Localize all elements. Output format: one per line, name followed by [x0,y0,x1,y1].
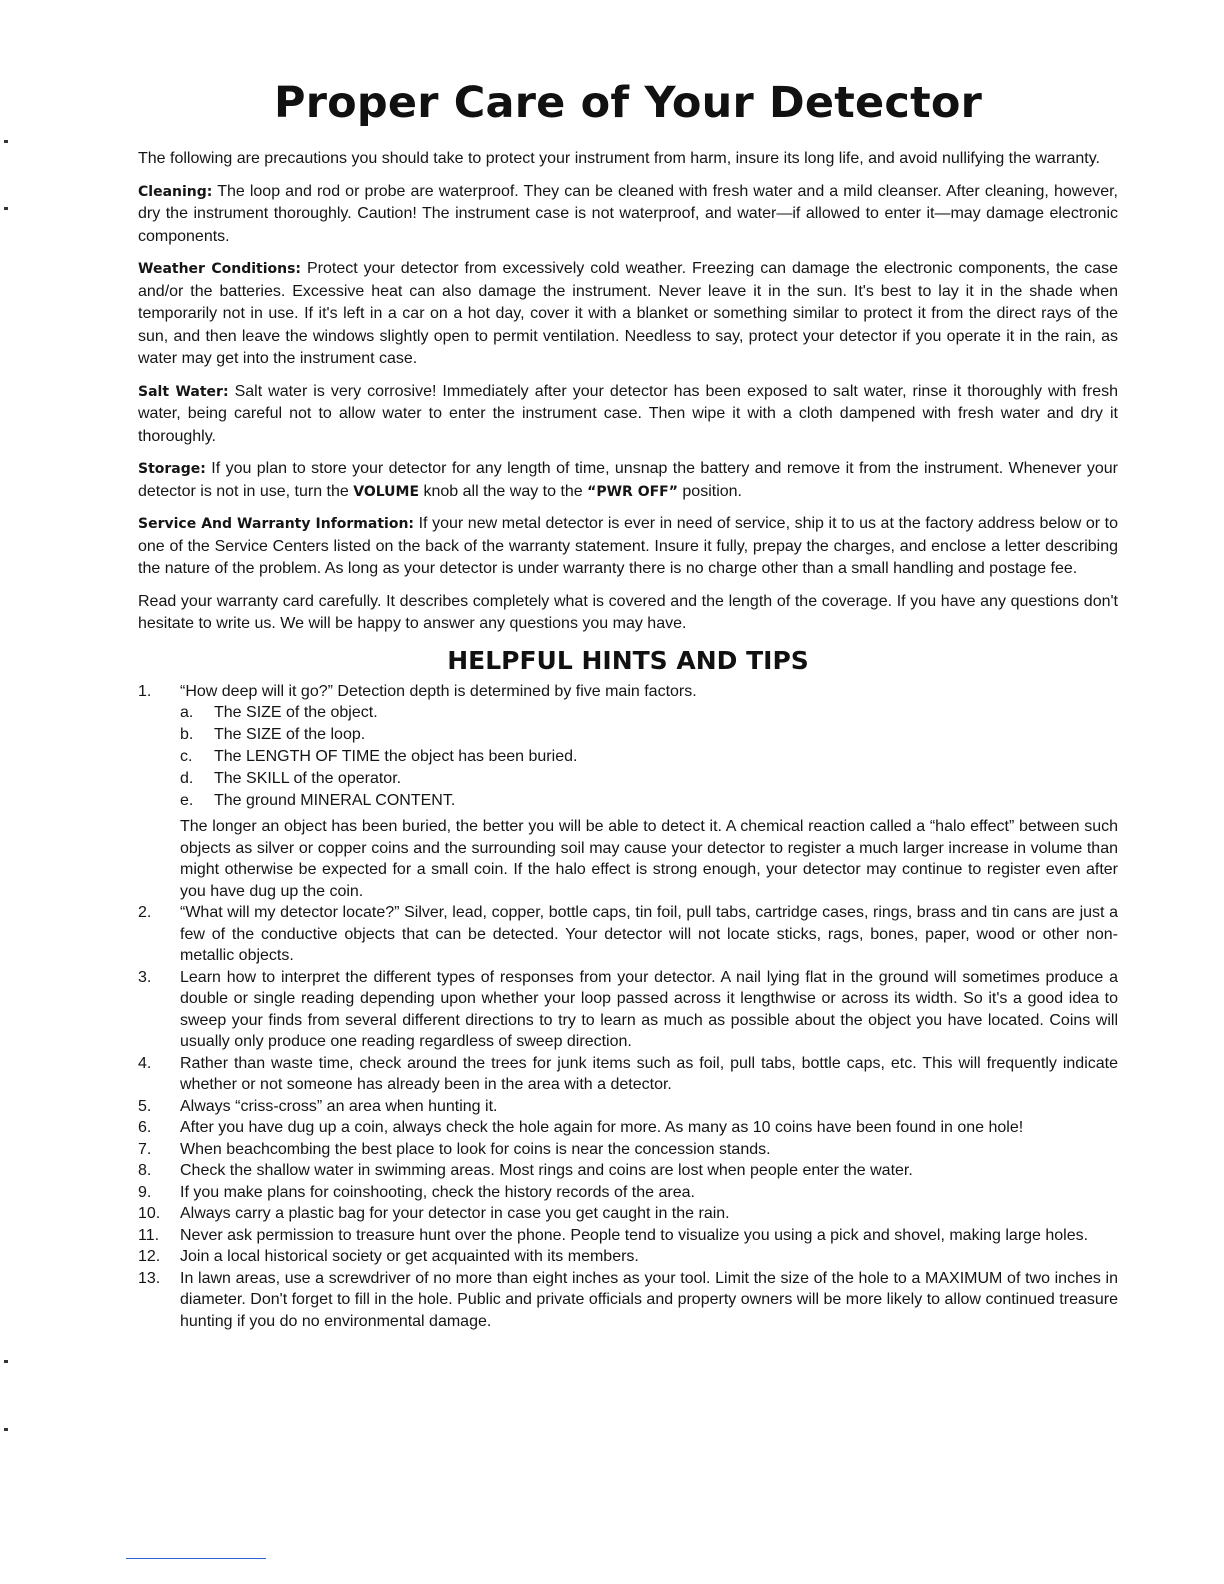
margin-mark [4,140,8,143]
volume-knob-name: VOLUME [353,483,420,500]
hint-number: 13. [138,1269,161,1287]
sub-item: c. The LENGTH OF TIME the object has been buried. [180,748,578,765]
hint-text: Always carry a plastic bag for your detector in case you get caught in the rain. [180,1205,730,1222]
hint-number: 8. [138,1162,152,1179]
document-page [138,78,1118,1332]
hint-number: 12. [138,1248,161,1265]
warranty-note: Read your warranty card carefully. It describes completely what is covered and the length of the coverage. If you have any questions don't hesitate to write us. We will be happy to answer any questions you may have. [138,592,1118,632]
margin-mark [4,207,8,210]
footer-rule [126,1558,266,1559]
hint-number: 2. [138,904,152,921]
hint-item [138,1182,1118,1204]
hint-number: 1. [138,682,152,700]
margin-mark [4,1428,8,1431]
sub-item: e. The ground MINERAL CONTENT. [180,792,456,809]
hint-text: Always “criss-cross” an area when hunting it. [180,1097,498,1115]
hint-text [160,681,1118,903]
hints-title: HELPFUL HINTS AND TIPS [447,645,809,675]
hint-text: Join a local historical society or get acquainted with its members. [180,1248,639,1265]
margin-mark [4,1360,8,1363]
section-text: position. [682,482,742,500]
hint-item [138,1225,1118,1247]
hint-text: Learn how to interpret the different types of responses from your detector. A nail lying flat in the ground will sometimes produce a double or single reading depending upon whether your loop passed across it lengthwise or across its width. So it's a good idea to sweep your finds from several different directions to try to learn as much as possible about the object you have located. Coins will usually only produce one reading regardless of sweep direction. [180,968,1118,1050]
hint-number: 4. [138,1054,152,1072]
hint-item [138,1246,1118,1268]
section-label: Salt Water: [138,383,229,400]
section-label: Service And Warranty Information: [138,516,415,532]
hint-detail: The longer an object has been buried, the better you will be able to detect it. A chemical reaction called a “halo effect” between such objects as silver or copper coins and the surrounding soil may cause your detector to register a much larger increase in volume than might otherwise be expected for a small coin. If the halo effect is strong enough, your detector may continue to register even after you have dug up the coin. [180,818,1118,900]
storage-section [138,458,1118,503]
hint-text: Rather than waste time, check around the trees for junk items such as foil, pull tabs, bottle caps, etc. This will frequently indicate whether or not someone has already been in the area with a detector. [180,1054,1118,1093]
hint-item [138,1139,1118,1161]
hint-item [138,967,1118,1053]
section-text: Salt water is very corrosive! Immediately after your detector has been exposed to salt water, rinse it thoroughly with fresh water, being careful not to allow water to enter the instrument case. Then wipe it with a cloth dampened with fresh water and dry it thoroughly. [138,382,1118,445]
section-label: Cleaning: [138,183,213,200]
hint-number: 10. [138,1205,161,1222]
weather-section [138,258,1118,371]
service-section [138,513,1118,581]
hint-text: If you make plans for coinshooting, check the history records of the area. [180,1183,695,1201]
section-text: If you plan to store your detector for any length of time, unsnap the battery and remove it from the instrument. Whenever your detector is not in use, turn the [138,460,1118,500]
hint-text: In lawn areas, use a screwdriver of no more than eight inches as your tool. Limit the size of the hole to a MAXIMUM of two inches in diameter. Don't forget to fill in the hole. Public and private officials and property owners will be more likely to allow continued treasure hunting if you do no environmental damage. [180,1269,1118,1330]
hint-item [138,1203,1118,1225]
section-label: Storage: [138,461,206,477]
hint-item [138,902,1118,967]
cleaning-section [138,181,1118,249]
hint-item [138,1268,1118,1333]
hint-text: Check the shallow water in swimming areas. Most rings and coins are lost when people enter the water. [180,1162,913,1179]
section-text: Protect your detector from excessively cold weather. Freezing can damage the electronic components, the case and/or the batteries. Excessive heat can also damage the instrument. Never leave it in the sun. It's best to lay it in the shade when temporarily not in use. If it's left in a car on a hot day, cover it with a blanket or something similar to protect it from the direct rays of the sun, and then leave the windows slightly open to permit ventilation. Needless to say, protect your detector if you operate it in the rain, as water may get into the instrument case. [138,260,1118,367]
hint-number: 6. [138,1119,152,1136]
sub-item: d. The SKILL of the operator. [180,770,402,787]
sub-item: b. The SIZE of the loop. [180,726,366,743]
hint-number: 7. [138,1140,152,1158]
hint-item [138,1053,1118,1096]
hint-number: 9. [138,1183,152,1201]
section-text: If your new metal detector is ever in need of service, ship it to us at the factory address below or to one of the Service Centers listed on the back of the warranty statement. Insure it fully, prepay the charges, and enclose a letter describing the nature of the problem. As long as your detector is under warranty there is no charge other than a small handling and postage fee. [138,515,1118,577]
hint-item [138,1160,1118,1182]
hint-number: 5. [138,1097,152,1115]
hint-text: When beachcombing the best place to look for coins is near the concession stands. [180,1140,771,1158]
hint-text: “What will my detector locate?” Silver, lead, copper, bottle caps, tin foil, pull tabs, cartridge cases, rings, brass and tin cans are just a few of the conductive objects that can be detected. Your detector will not locate sticks, rags, bones, paper, wood or other non-metallic objects. [180,904,1118,964]
hint-text: After you have dug up a coin, always check the hole again for more. As many as 10 coins have been found in one hole! [180,1119,1024,1136]
hint-text: Never ask permission to treasure hunt over the phone. People tend to visualize you using a pick and shovel, making large holes. [180,1226,1089,1244]
hint-lead: “How deep will it go?” Detection depth is determined by five main factors. [180,682,697,700]
section-label: Weather Conditions: [138,261,302,277]
section-text: knob all the way to the [423,482,583,500]
section-text: The loop and rod or probe are waterproof. They can be cleaned with fresh water and a mild cleanser. After cleaning, however, dry the instrument thoroughly. Caution! The instrument case is not waterproof, and water—if allowed to enter it—may damage electronic components. [138,182,1119,245]
sub-item: a. The SIZE of the object. [180,704,378,721]
hint-number: 3. [138,968,152,986]
hint-number: 11. [138,1226,160,1244]
salt-water-section [138,381,1118,449]
hint-item [138,1096,1118,1118]
hint-item [138,1117,1118,1139]
pwr-off-position: “PWR OFF” [587,483,678,500]
page-title: Proper Care of Your Detector [273,78,982,128]
intro-paragraph: The following are precautions you should take to protect your instrument from harm, insure its long life, and avoid nullifying the warranty. [138,150,1100,167]
hint-item [138,681,1118,903]
